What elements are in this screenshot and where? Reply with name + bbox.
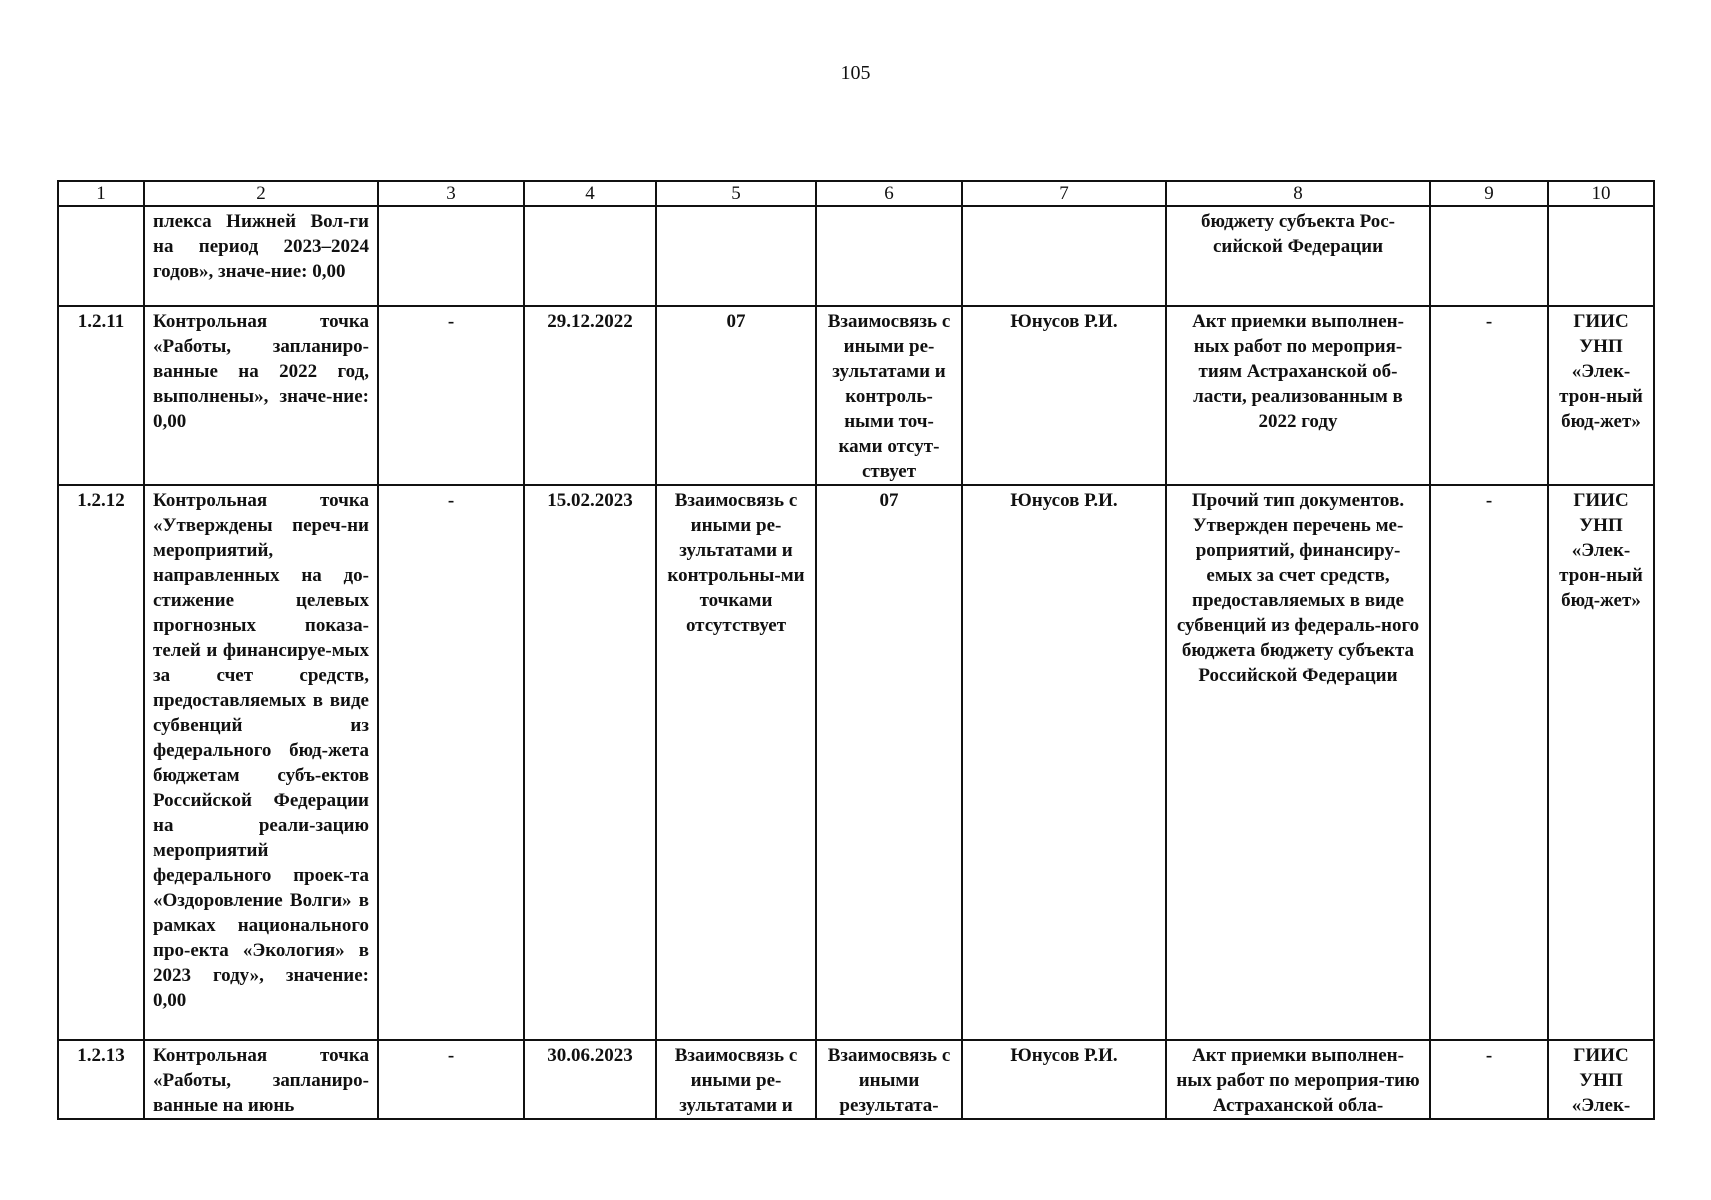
column-header: 5	[656, 181, 816, 206]
column-header: 2	[144, 181, 378, 206]
cell-system: ГИИС УНП «Элек-	[1548, 1040, 1654, 1119]
cell-number: 1.2.12	[58, 485, 144, 1040]
column-header: 10	[1548, 181, 1654, 206]
column-header: 1	[58, 181, 144, 206]
cell-col3: -	[378, 306, 524, 485]
cell-document: Прочий тип документов. Утвержден перечень ме-роприятий, финансиру-емых за счет средств, предоставляемых в виде субвенций из федераль-ного бюджета бюджету субъекта Российской Федерации	[1166, 485, 1430, 1040]
cell-col6: 07	[816, 485, 962, 1040]
cell-date: 15.02.2023	[524, 485, 656, 1040]
cell-responsible: Юнусов Р.И.	[962, 306, 1166, 485]
table-row	[58, 1040, 1654, 1119]
cell-col5: Взаимосвязь с иными ре-зультатами и	[656, 1040, 816, 1119]
cell-document: бюджету субъекта Рос-сийской Федерации	[1166, 206, 1430, 306]
cell-col9: -	[1430, 306, 1548, 485]
cell-description: плекса Нижней Вол-ги на период 2023–2024 годов», значе-ние: 0,00	[144, 206, 378, 306]
cell-document: Акт приемки выполнен-ных работ по мероприя-тиям Астраханской об-ласти, реализованным в 2022 году	[1166, 306, 1430, 485]
cell-col9: -	[1430, 1040, 1548, 1119]
page-number: 105	[840, 62, 871, 84]
cell-responsible: Юнусов Р.И.	[962, 1040, 1166, 1119]
cell-number: 1.2.13	[58, 1040, 144, 1119]
cell-date: 29.12.2022	[524, 306, 656, 485]
cell-col3	[378, 206, 524, 306]
column-header: 9	[1430, 181, 1548, 206]
column-number-row	[58, 181, 1654, 206]
cell-responsible	[962, 206, 1166, 306]
cell-system: ГИИС УНП «Элек-трон-ный бюд-жет»	[1548, 485, 1654, 1040]
cell-col3: -	[378, 485, 524, 1040]
cell-system: ГИИС УНП «Элек-трон-ный бюд-жет»	[1548, 306, 1654, 485]
cell-col5: Взаимосвязь с иными ре-зультатами и контрольны-ми точками отсутствует	[656, 485, 816, 1040]
cell-col9	[1430, 206, 1548, 306]
cell-col3: -	[378, 1040, 524, 1119]
column-header: 7	[962, 181, 1166, 206]
table-row	[58, 206, 1654, 306]
cell-number	[58, 206, 144, 306]
cell-responsible: Юнусов Р.И.	[962, 485, 1166, 1040]
cell-system	[1548, 206, 1654, 306]
cell-description: Контрольная точка «Утверждены переч-ни мероприятий, направленных на до-стижение целевых прогнозных показа-телей и финансируе-мых за счет средств, предоставляемых в виде субвенций из федерального бюд-жета бюджетам субъ-ектов Российской Федерации на реали-зацию мероприятий федерального проек-та «Оздоровление Волги» в рамках национального про-екта «Экология» в 2023 году», значение: 0,00	[144, 485, 378, 1040]
cell-date	[524, 206, 656, 306]
cell-description: Контрольная точка «Работы, запланиро-ванные на июнь	[144, 1040, 378, 1119]
cell-col6	[816, 206, 962, 306]
column-header: 3	[378, 181, 524, 206]
cell-col5: 07	[656, 306, 816, 485]
cell-col6: Взаимосвязь с иными результата-	[816, 1040, 962, 1119]
cell-col5	[656, 206, 816, 306]
column-header: 4	[524, 181, 656, 206]
column-header: 6	[816, 181, 962, 206]
cell-description: Контрольная точка «Работы, запланиро-ванные на 2022 год, выполнены», значе-ние: 0,00	[144, 306, 378, 485]
table-row	[58, 306, 1654, 485]
plan-table	[57, 180, 1655, 1120]
cell-col9: -	[1430, 485, 1548, 1040]
cell-col6: Взаимосвязь с иными ре-зультатами и контроль-ными точ-ками отсут-ствует	[816, 306, 962, 485]
cell-number: 1.2.11	[58, 306, 144, 485]
column-header: 8	[1166, 181, 1430, 206]
cell-document: Акт приемки выполнен-ных работ по мероприя-тию Астраханской обла-	[1166, 1040, 1430, 1119]
table-row	[58, 485, 1654, 1040]
cell-date: 30.06.2023	[524, 1040, 656, 1119]
